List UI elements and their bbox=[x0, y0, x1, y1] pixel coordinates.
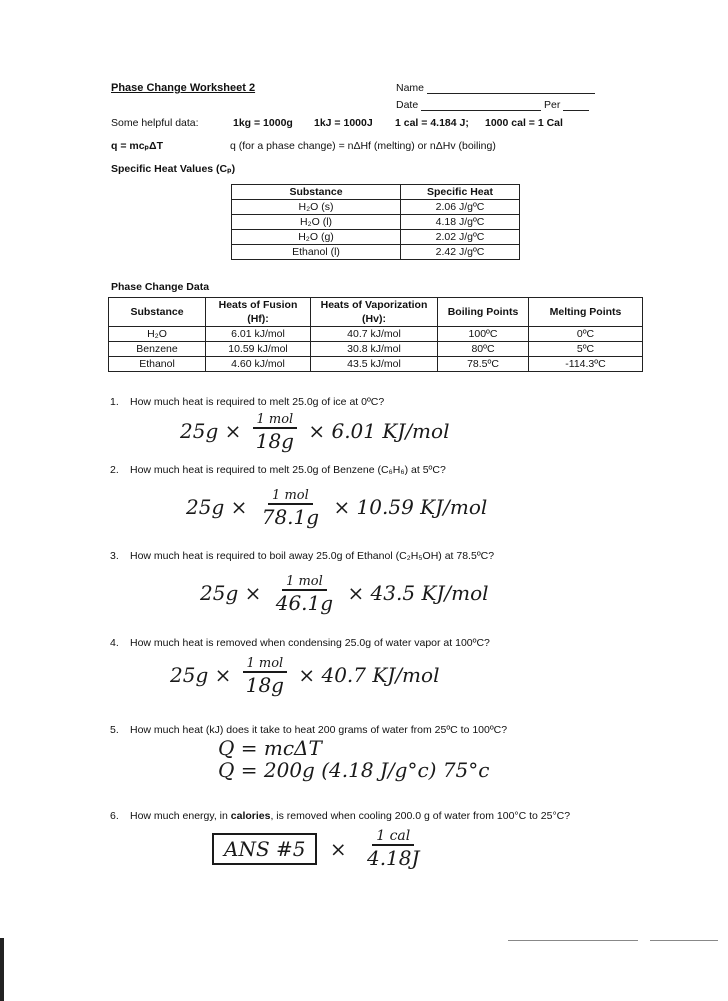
question-2: 2. How much heat is required to melt 25.0g of Benzene (C₆H₆) at 5ºC? bbox=[110, 464, 446, 476]
table-cell: H₂O (l) bbox=[232, 215, 401, 230]
date-blank[interactable] bbox=[421, 110, 541, 111]
answer-5-line-2: Q = 200g (4.18 J/g°c) 75°c bbox=[218, 758, 490, 782]
specific-heat-heading: Specific Heat Values (Cₚ) bbox=[111, 163, 236, 175]
scan-line bbox=[508, 940, 638, 941]
table-cell: 40.7 kJ/mol bbox=[311, 327, 438, 342]
table-cell: 4.18 J/gºC bbox=[401, 215, 520, 230]
table-cell: 2.02 J/gºC bbox=[401, 230, 520, 245]
table-row bbox=[232, 200, 520, 215]
specific-heat-table bbox=[231, 184, 520, 260]
answer-5-line-1: Q = mcΔT bbox=[218, 736, 322, 760]
phase-change-table bbox=[108, 297, 643, 372]
answer-6-box: ANS #5 bbox=[212, 833, 317, 865]
table-row bbox=[109, 327, 643, 342]
col-boiling: Boiling Points bbox=[438, 298, 529, 327]
col-fusion: Heats of Fusion (Hf): bbox=[206, 298, 311, 327]
helpful-cal: 1 cal = 4.184 J; bbox=[395, 117, 469, 129]
answer-1: 25g × $\frac{\text{1 mol}}{18g}$ × 6.01 KJ/mol bbox=[180, 412, 450, 453]
name-label: Name bbox=[396, 82, 425, 94]
formula-heat: q = mcₚΔT bbox=[111, 140, 164, 152]
per-label: Per bbox=[544, 99, 561, 111]
question-6: 6. How much energy, in calories, is removed when cooling 200.0 g of water from 100°C to 25°C? bbox=[110, 810, 571, 822]
helpful-kg: 1kg = 1000g bbox=[233, 117, 293, 129]
helpful-kj: 1kJ = 1000J bbox=[314, 117, 373, 129]
table-row bbox=[109, 342, 643, 357]
phase-change-heading: Phase Change Data bbox=[111, 281, 210, 293]
table-cell: 0ºC bbox=[529, 327, 643, 342]
table-cell: Ethanol bbox=[109, 357, 206, 372]
table-row bbox=[109, 357, 643, 372]
table-cell: 100ºC bbox=[438, 327, 529, 342]
table-row bbox=[232, 245, 520, 260]
col-vaporization: Heats of Vaporization (Hv): bbox=[311, 298, 438, 327]
table-cell: 30.8 kJ/mol bbox=[311, 342, 438, 357]
helpful-kcal: 1000 cal = 1 Cal bbox=[485, 117, 563, 129]
table-row bbox=[232, 215, 520, 230]
table-cell: 78.5ºC bbox=[438, 357, 529, 372]
table-cell: -114.3ºC bbox=[529, 357, 643, 372]
table-cell: 43.5 kJ/mol bbox=[311, 357, 438, 372]
formula-phase: q (for a phase change) = nΔHf (melting) or nΔHv (boiling) bbox=[230, 140, 496, 152]
col-substance: Substance bbox=[232, 185, 401, 200]
worksheet-title: Phase Change Worksheet 2 bbox=[111, 82, 256, 94]
table-cell: H₂O bbox=[109, 327, 206, 342]
answer-2: 25g × $\frac{\text{1 mol}}{78.1g}$ × 10.59 KJ/mol bbox=[186, 488, 488, 529]
col-specific-heat: Specific Heat bbox=[401, 185, 520, 200]
table-cell: 6.01 kJ/mol bbox=[206, 327, 311, 342]
helpful-label: Some helpful data: bbox=[111, 117, 199, 129]
table-cell: 80ºC bbox=[438, 342, 529, 357]
scan-edge bbox=[0, 938, 4, 1001]
col-melting: Melting Points bbox=[529, 298, 643, 327]
table-header-row bbox=[232, 185, 520, 200]
table-cell: H₂O (g) bbox=[232, 230, 401, 245]
per-blank[interactable] bbox=[563, 110, 589, 111]
table-cell: Benzene bbox=[109, 342, 206, 357]
answer-6: ANS #5 × $\frac{\text{1 cal}}{4.18J}$ bbox=[212, 828, 428, 870]
table-cell: 4.60 kJ/mol bbox=[206, 357, 311, 372]
name-field[interactable] bbox=[396, 82, 595, 94]
answer-4: 25g × $\frac{\text{1 mol}}{18g}$ × 40.7 KJ/mol bbox=[170, 656, 440, 697]
question-4: 4. How much heat is removed when condensing 25.0g of water vapor at 100ºC? bbox=[110, 637, 490, 649]
date-field[interactable] bbox=[396, 99, 589, 111]
table-row bbox=[232, 230, 520, 245]
table-cell: 2.42 J/gºC bbox=[401, 245, 520, 260]
table-cell: H₂O (s) bbox=[232, 200, 401, 215]
table-header-row bbox=[109, 298, 643, 327]
question-1: 1. How much heat is required to melt 25.0g of ice at 0ºC? bbox=[110, 396, 385, 408]
scan-line bbox=[650, 940, 718, 941]
table-cell: 2.06 J/gºC bbox=[401, 200, 520, 215]
name-blank[interactable] bbox=[427, 93, 595, 94]
answer-3: 25g × $\frac{\text{1 mol}}{46.1g}$ × 43.5 KJ/mol bbox=[200, 574, 489, 615]
question-3: 3. How much heat is required to boil away 25.0g of Ethanol (C₂H₅OH) at 78.5ºC? bbox=[110, 550, 495, 562]
date-label: Date bbox=[396, 99, 419, 111]
table-cell: Ethanol (l) bbox=[232, 245, 401, 260]
table-cell: 5ºC bbox=[529, 342, 643, 357]
table-cell: 10.59 kJ/mol bbox=[206, 342, 311, 357]
col-substance: Substance bbox=[109, 298, 206, 327]
question-5: 5. How much heat (kJ) does it take to heat 200 grams of water from 25ºC to 100ºC? bbox=[110, 724, 508, 736]
